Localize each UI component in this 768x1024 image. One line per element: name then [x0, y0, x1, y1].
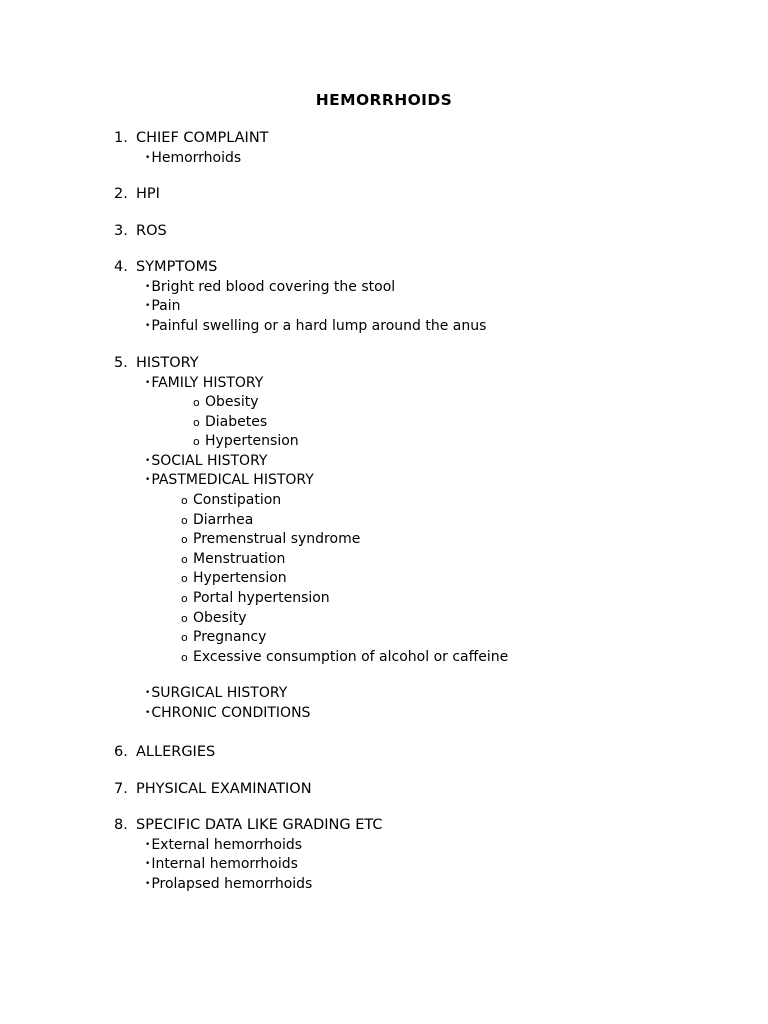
bullet-icon: •	[145, 878, 151, 889]
section-symptoms	[114, 258, 734, 336]
list-item: o Pregnancy	[114, 628, 734, 648]
list-item: •Painful swelling or a hard lump around the anus	[114, 317, 734, 337]
circle-bullet-icon: o	[181, 572, 188, 586]
list-item: •Internal hemorrhoids	[114, 855, 734, 875]
circle-bullet-icon: o	[181, 592, 188, 606]
bullet-icon: •	[145, 320, 151, 331]
bullet-icon: •	[145, 152, 151, 163]
section-chief-complaint	[114, 129, 734, 168]
section-heading: 3. ROS	[114, 223, 167, 239]
list-item: o Diabetes	[114, 413, 734, 433]
section-heading: 2. HPI	[114, 186, 160, 202]
bullet-icon: •	[145, 475, 151, 486]
section-heading: 6. ALLERGIES	[114, 744, 216, 760]
surgical-history-item: •SURGICAL HISTORY	[114, 684, 734, 704]
section-ros	[114, 222, 734, 242]
social-history-item: •SOCIAL HISTORY	[114, 452, 734, 472]
list-item: o Menstruation	[114, 550, 734, 570]
list-item: •Hemorrhoids	[114, 149, 734, 169]
circle-bullet-icon: o	[181, 552, 188, 566]
circle-bullet-icon: o	[193, 415, 200, 429]
list-item: o Obesity	[114, 393, 734, 413]
list-item: o Diarrhea	[114, 511, 734, 531]
section-physical-examination	[114, 780, 734, 800]
circle-bullet-icon: o	[181, 533, 188, 547]
section-heading: 4. SYMPTOMS	[114, 259, 218, 275]
bullet-icon: •	[145, 455, 151, 466]
circle-bullet-icon: o	[181, 631, 188, 645]
section-heading: 8. SPECIFIC DATA LIKE GRADING ETC	[114, 817, 383, 833]
section-hpi	[114, 185, 734, 205]
list-item: o Excessive consumption of alcohol or caffeine	[114, 648, 734, 668]
list-item: •Prolapsed hemorrhoids	[114, 875, 734, 895]
section-heading: 7. PHYSICAL EXAMINATION	[114, 781, 312, 797]
bullet-icon: •	[145, 281, 151, 292]
circle-bullet-icon: o	[181, 513, 188, 527]
past-medical-history-item: •PASTMEDICAL HISTORY	[114, 471, 734, 491]
circle-bullet-icon: o	[193, 435, 200, 449]
circle-bullet-icon: o	[181, 650, 188, 664]
list-item: o Constipation	[114, 491, 734, 511]
bullet-icon: •	[145, 839, 151, 850]
circle-bullet-icon: o	[193, 396, 200, 410]
list-item: •External hemorrhoids	[114, 836, 734, 856]
circle-bullet-icon: o	[181, 611, 188, 625]
bullet-icon: •	[145, 688, 151, 699]
family-history-item: •FAMILY HISTORY	[114, 374, 734, 394]
section-allergies	[114, 743, 734, 763]
document-title: HEMORRHOIDS	[315, 91, 453, 109]
bullet-icon: •	[145, 301, 151, 312]
bullet-icon: •	[145, 859, 151, 870]
bullet-icon: •	[145, 377, 151, 388]
section-heading: 5. HISTORY	[114, 355, 199, 371]
list-item: o Hypertension	[114, 432, 734, 452]
section-history	[114, 354, 734, 724]
section-specific-data	[114, 816, 734, 894]
list-item: •Pain	[114, 297, 734, 317]
circle-bullet-icon: o	[181, 494, 188, 508]
list-item: o Premenstrual syndrome	[114, 530, 734, 550]
list-item: o Obesity	[114, 609, 734, 629]
list-item: •Bright red blood covering the stool	[114, 278, 734, 298]
chronic-conditions-item: •CHRONIC CONDITIONS	[114, 704, 734, 724]
bullet-icon: •	[145, 708, 151, 718]
spacer	[114, 667, 734, 684]
list-item: o Hypertension	[114, 569, 734, 589]
section-heading: 1. CHIEF COMPLAINT	[114, 130, 269, 146]
list-item: o Portal hypertension	[114, 589, 734, 609]
